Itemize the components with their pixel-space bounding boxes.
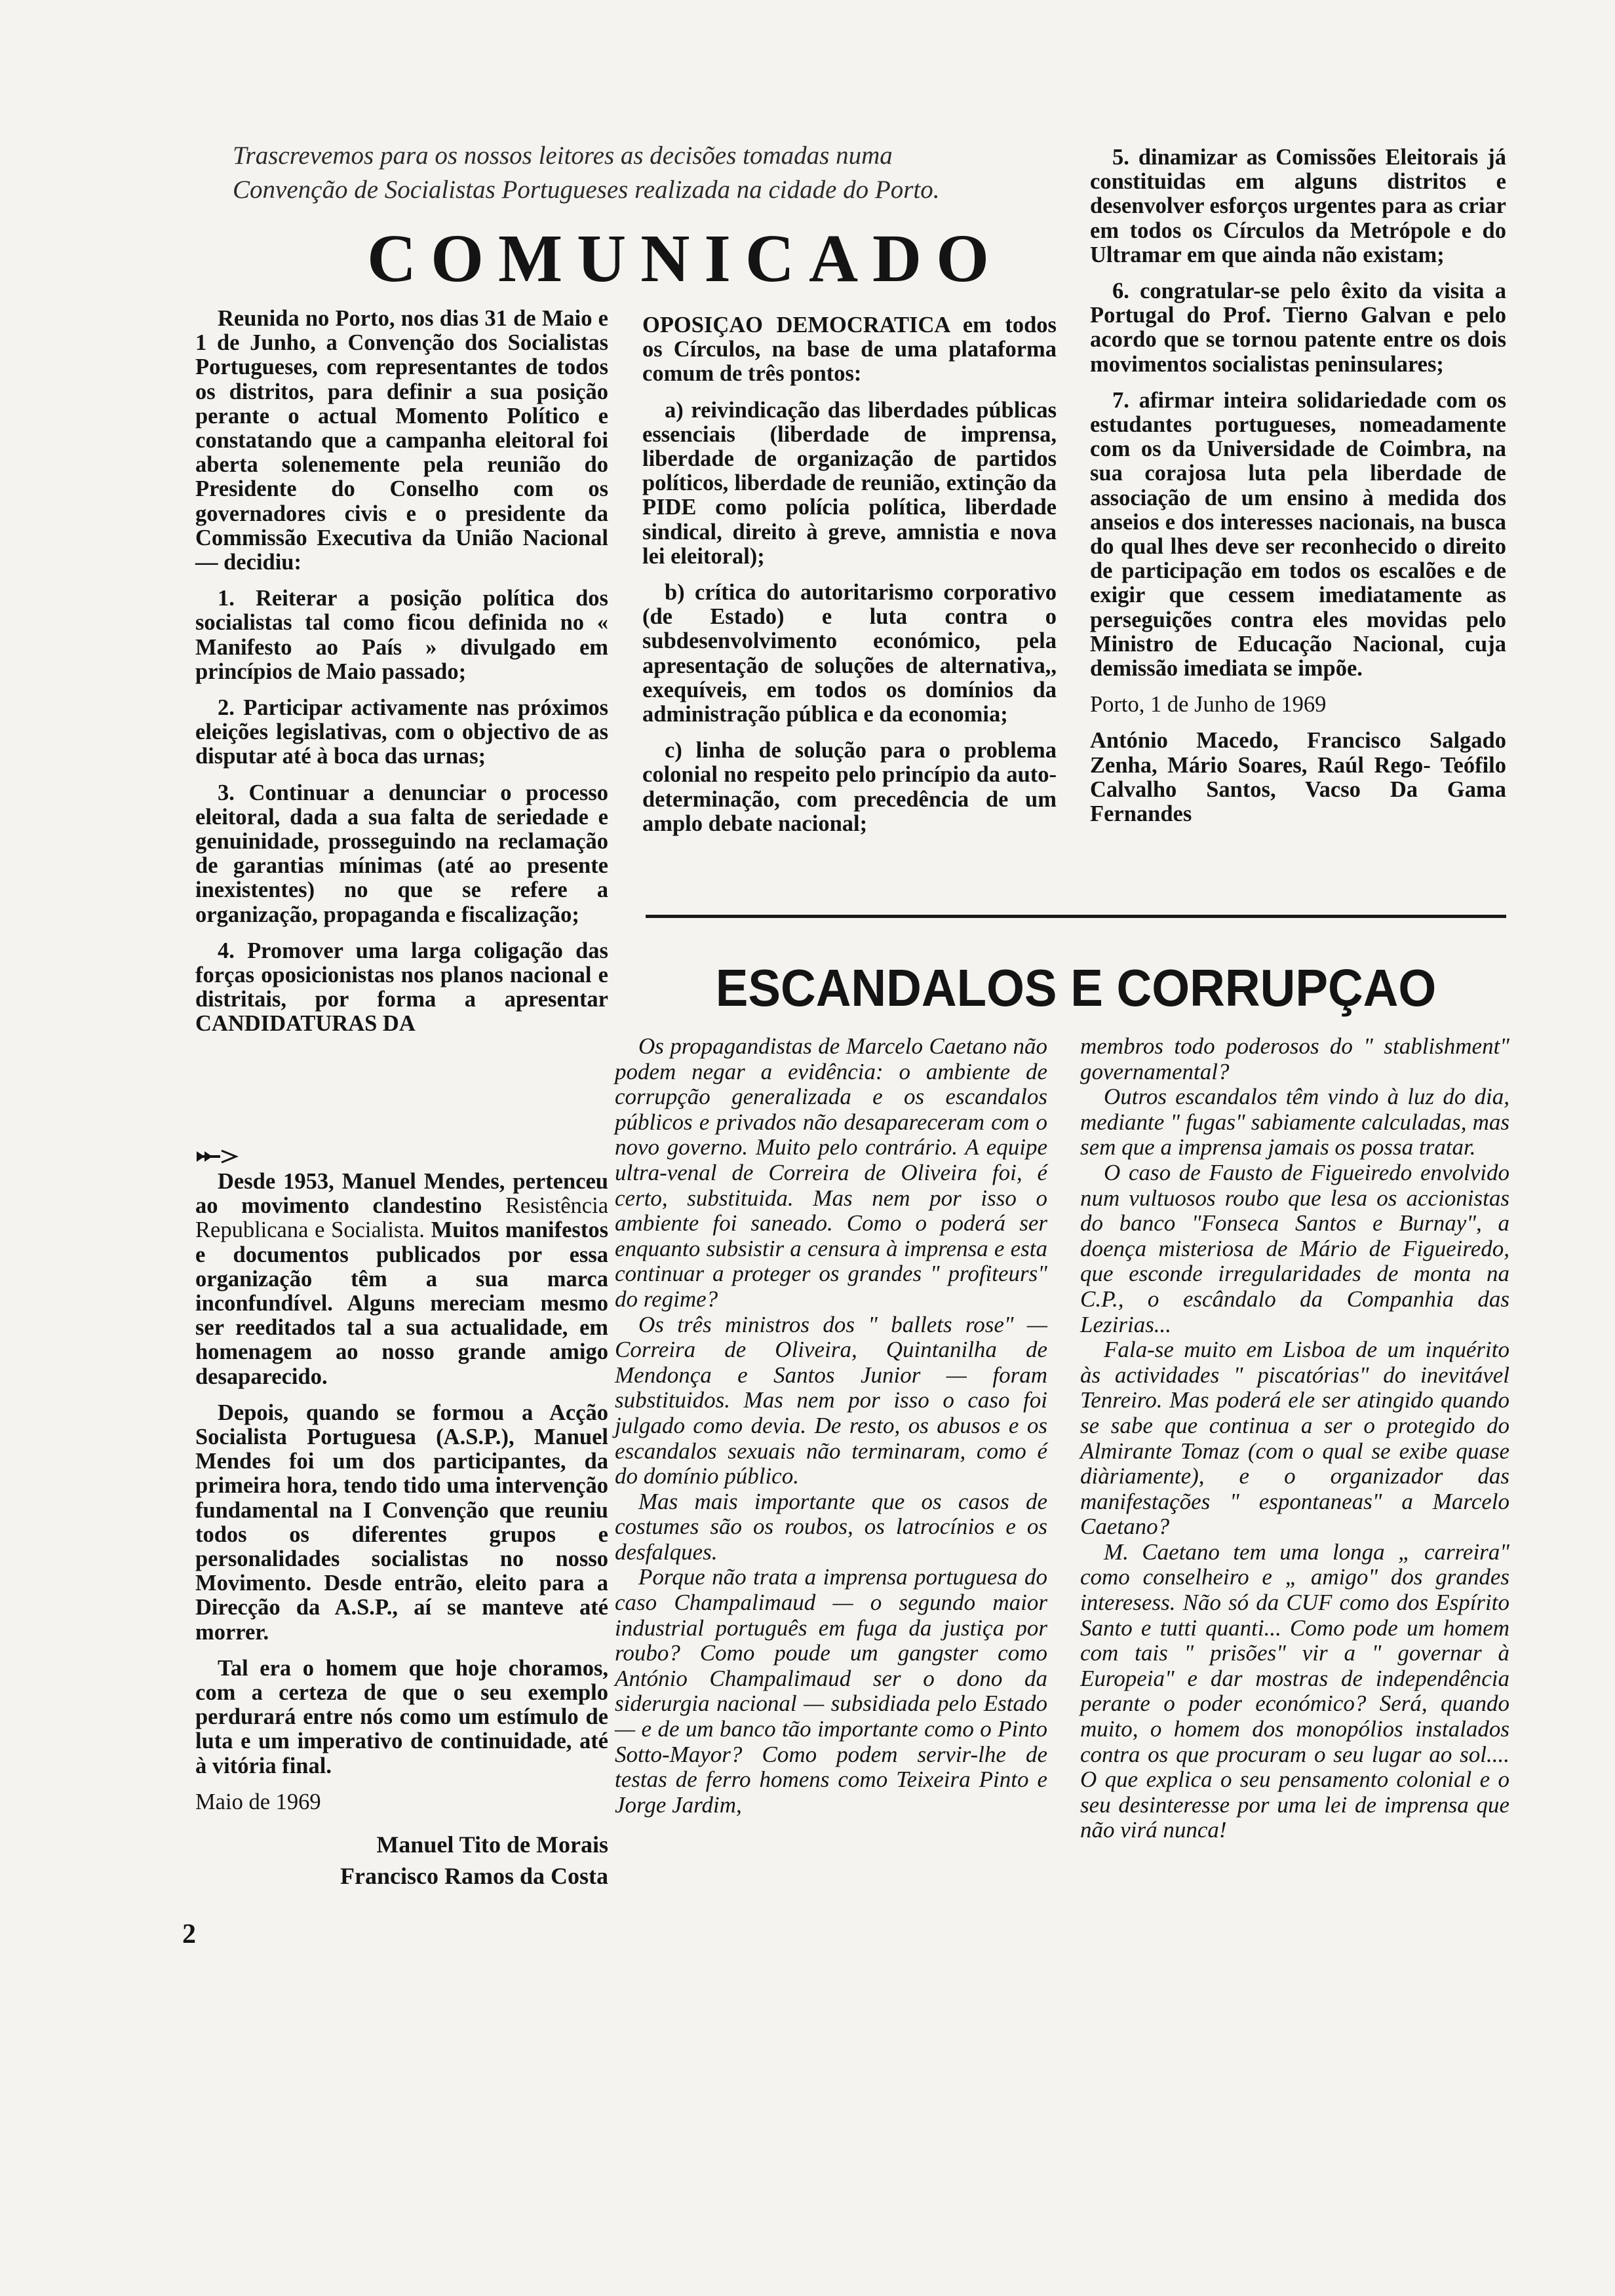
comunicado-column-3 (1090, 145, 1506, 838)
escandalos-paragraph-4: Porque não trata a imprensa portuguesa do caso Champalimaud — o segundo maior industrial português em fuga da justiça por roubo? Como poude um gangster como António Champalimaud ser o dono da siderurgia nacional — subsidiada pelo Estado — e de um banco tão importante como o Pinto Sotto-Mayor? Como podem servir-lhe de testas de ferro homens como Teixeira Pinto e Jorge Jardim, (615, 1564, 1047, 1818)
comunicado-item-4-continuation: OPOSIÇAO DEMOCRATICA em todos os Círculos, na base de uma plataforma comum de três pontos: (642, 313, 1057, 387)
escandalos-title: ESCANDALOS E CORRUPÇAO (715, 959, 1437, 1017)
intro-line-1: Trascrevemos para os nossos leitores as decisões tomadas numa (233, 142, 893, 170)
obituary-paragraph-1 (195, 1170, 608, 1389)
comunicado-item-4: 4. Promover uma larga coligação das forças oposicionistas nos planos nacional e distritais, por forma a apresentar CANDIDATURAS DA (195, 938, 608, 1037)
obituary-signature-2: Francisco Ramos da Costa (340, 1863, 608, 1890)
comunicado-point-a: a) reivindicação das liberdades públicas essenciais (liberdade de imprensa, liberdade de organização de partidos políticos, liberdade de reunião, extinção da PIDE como polícia política, liberdade sindical, direito à greve, amnistia e nova lei eleitoral); (642, 397, 1057, 569)
comunicado-column-1 (195, 307, 608, 1048)
obituary-p1-plain: Resistência Republicana e Socialista. (195, 1193, 609, 1243)
escandalos-paragraph-2: Os três ministros dos " ballets rose" — Correira de Oliveira, Quintanilha de Mendonça e Santos Junior — foram substituidos. Mas nem por isso o caso foi julgado como devia. De resto, os abusos e os escandalos sexuais não terminaram, como é do domínio público. (615, 1311, 1047, 1489)
comunicado-point-c: c) linha de solução para o problema colonial no respeito pelo princípio da auto-determinação, com precedência de um amplo debate nacional; (642, 738, 1057, 836)
comunicado-point-b: b) crítica do autoritarismo corporativo (de Estado) e luta contra o subdesenvolvimento económico, pela apresentação de soluções de alternativa,, exequíveis, em todos os domínios da administração pública e da economia; (642, 580, 1057, 727)
escandalos-column-2 (1080, 1034, 1509, 1843)
comunicado-item-7: 7. afirmar inteira solidariedade com os estudantes portugueses, nomeadamente com os da Universidade de Coimbra, na sua corajosa luta pela liberdade de associação de um ensino à medida dos anseios e dos interesses nacionais, na busca do qual lhes deve ser reconhecido o direito de participação em todos os escalões e de exigir que cessem imediatamente as perseguições contra eles movidas pelo Ministro de Educação Nacional, cuja demissão imediata se impõe. (1090, 387, 1506, 681)
comunicado-item-3: 3. Continuar a denunciar o processo eleitoral, dada a sua falta de seriedade e genuinidade, prosseguindo na reclamação de garantias mínimas (até ao presente inexistentes) no que se refere a organização, propaganda e fiscalização; (195, 780, 608, 927)
comunicado-opening: Reunida no Porto, nos dias 31 de Maio e 1 de Junho, a Convenção dos Socialistas Portugueses, com representantes de todos os distritos, para definir a sua posição perante o actual Momento Político e constatando que a campanha eleitoral foi aberta solenemente pela reunião do Presidente do Conselho com os governadores civis e o presidente da Commissão Executiva da União Nacional — decidiu: (195, 306, 608, 575)
arrow-ornament-icon (195, 1148, 241, 1165)
comunicado-item-6: 6. congratular-se pelo êxito da visita a Portugal do Prof. Tierno Galvan e pelo acordo que se tornou patente entre os dois movimentos socialistas peninsulares; (1090, 278, 1506, 377)
page-number: 2 (182, 1919, 196, 1949)
escandalos-paragraph-8: Fala-se muito em Lisboa de um inquérito às actividades " piscatórias" do inevitável Tenreiro. Mas poderá ele ser atingido quando se sabe que continua a ser o protegido do Almirante Tomaz (com o qual se exibe quase diàriamente), e o organizador das manifestações " espontaneas" a Marcelo Caetano? (1080, 1337, 1509, 1540)
escandalos-paragraph-3: Mas mais importante que os casos de costumes são os roubos, os latrocínios e os desfalques. (615, 1488, 1047, 1565)
escandalos-paragraph-7: O caso de Fausto de Figueiredo envolvido num vultuosos roubo que lesa os accionistas do banco "Fonseca Santos e Burnay", a doença misteriosa de Mário de Figueiredo, que esconde irregularidades de monta na C.P., o escândalo da Companhia das Lezirias... (1080, 1159, 1509, 1337)
intro-line-2: Convenção de Socialistas Portugueses realizada na cidade do Porto. (233, 176, 940, 204)
section-divider (646, 915, 1506, 918)
escandalos-paragraph-1: Os propagandistas de Marcelo Caetano não podem negar a evidência: o ambiente de corrupção generalizada e os escandalos públicos e privados não desapareceram com o novo governo. Muito pelo contrário. A equipe ultra-venal de Correira de Oliveira foi, é certo, substituida. Mas nem por isso o ambiente foi saneado. Como o poderá ser enquanto subsistir a censura à imprensa e esta continuar a proteger os grandes " profiteurs" do regime? (615, 1033, 1047, 1312)
obituary-date: Maio de 1969 (195, 1789, 321, 1814)
comunicado-item-2: 2. Participar activamente nas próximos eleições legislativas, com o objectivo de as disputar até à boca das urnas; (195, 695, 608, 769)
intro-note (233, 139, 1065, 207)
comunicado-item-5: 5. dinamizar as Comissões Eleitorais já constituidas em alguns distritos e desenvolver esforços urgentes para as criar em todos os Círculos da Metrópole e do Ultramar em que ainda não existam; (1090, 145, 1506, 267)
comunicado-column-2 (642, 313, 1057, 848)
obituary-p1-bold-1: Desde 1953, Manuel Mendes, pertenceu ao movimento clandestino (195, 1169, 608, 1219)
escandalos-paragraph-9: M. Caetano tem uma longa „ carreira" como conselheiro e „ amigo" dos grandes interesess. Não só da CUF como dos Espírito Santo e tutti quanti... Como pode um homem com tais " prisões" vir a " governar à Europeia" e dar mostras de independência perante o poder económico? Será, quando muito, o homem dos monopólios instalados contra os que procuram o seu lugar ao sol.... O que explica o seu pensamento colonial e o seu desinteresse por uma lei de imprensa que não virá nunca! (1080, 1539, 1509, 1843)
comunicado-signatories: António Macedo, Francisco Salgado Zenha, Mário Soares, Raúl Rego- Teófilo Calvalho Santos, Vacso Da Gama Fernandes (1090, 728, 1506, 827)
comunicado-title: COMUNICADO (367, 221, 1004, 296)
comunicado-dateline: Porto, 1 de Junho de 1969 (1090, 692, 1327, 718)
escandalos-column-1 (615, 1034, 1047, 1818)
comunicado-item-1: 1. Reiterar a posição política dos socialistas tal como ficou definida no « Manifesto ao País » divulgado em princípios de Maio passado; (195, 586, 608, 684)
obituary-signature-1: Manuel Tito de Morais (376, 1831, 608, 1858)
obituary-p1-bold-2: Muitos manifestos e documentos publicados por essa organização têm a sua marca inconfundível. Alguns mereciam mesmo ser reeditados tal a sua actualidade, em homenagem ao nosso grande amigo desaparecido. (195, 1217, 609, 1389)
escandalos-paragraph-5: membros todo poderosos do " stablishment" governamental? (1080, 1033, 1509, 1084)
obituary-column (195, 1170, 608, 1892)
obituary-paragraph-3: Tal era o homem que hoje choramos, com a certeza de que o seu exemplo perdurará entre nós como um estímulo de luta e um imperativo de continuidade, até à vitória final. (195, 1655, 608, 1778)
obituary-paragraph-2: Depois, quando se formou a Acção Socialista Portuguesa (A.S.P.), Manuel Mendes foi um dos participantes, da primeira hora, tendo tido uma intervenção fundamental na I Convenção que reuniu todos os diferentes grupos e personalidades socialistas no nosso Movimento. Desde entrão, eleito para a Direcção da A.S.P., aí se manteve até morrer. (195, 1400, 608, 1645)
escandalos-paragraph-6: Outros escandalos têm vindo à luz do dia, mediante " fugas" sabiamente calculadas, mas sem que a imprensa jamais os possa tratar. (1080, 1084, 1509, 1160)
